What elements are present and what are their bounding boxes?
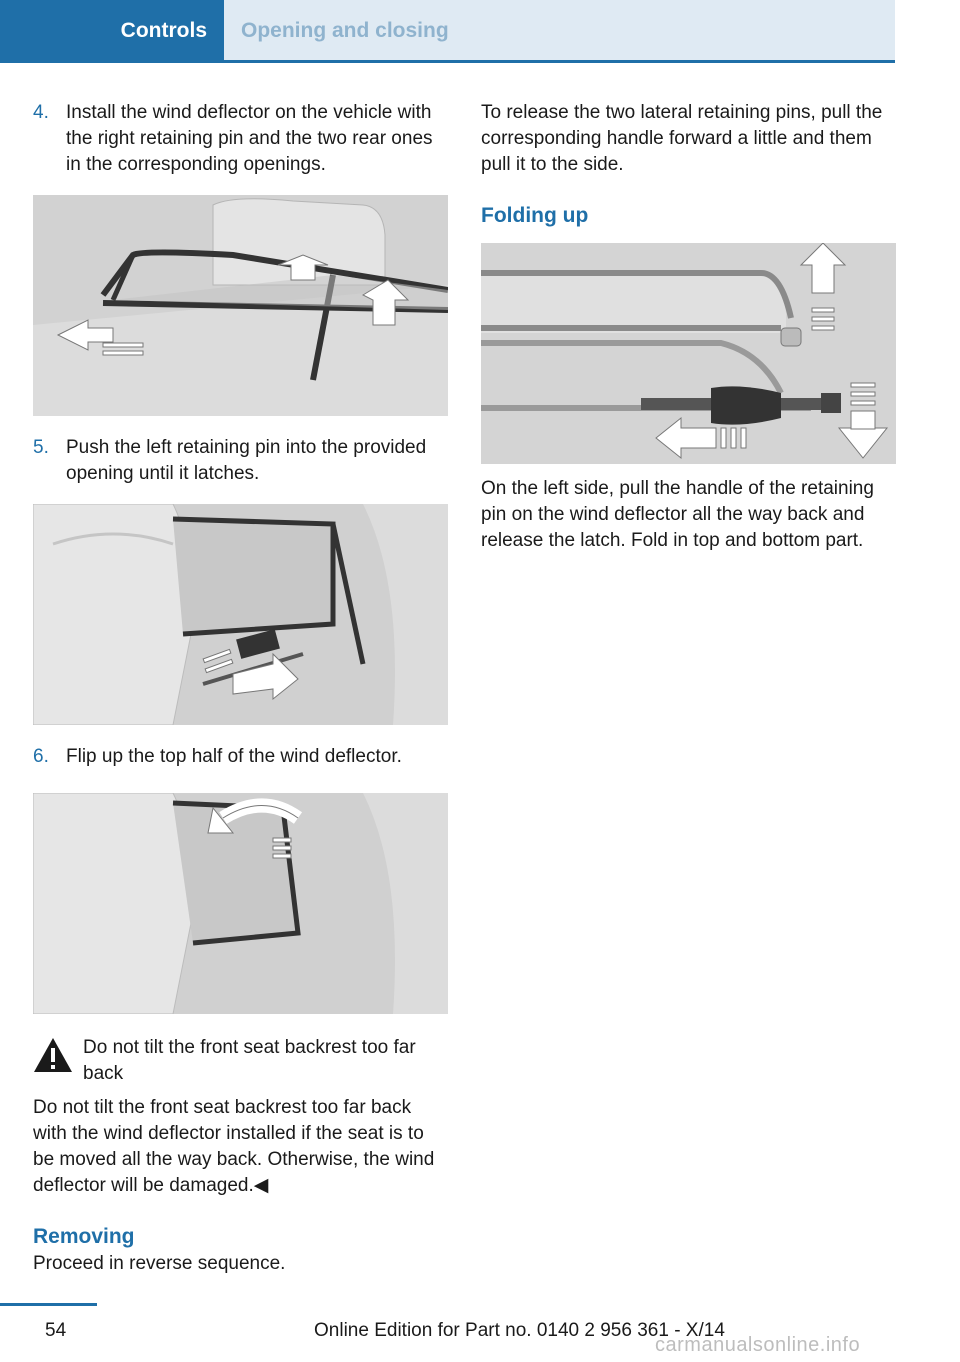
step-5 [33, 435, 448, 487]
step-number: 4. [33, 102, 49, 123]
illustration-flip-up-deflector [33, 793, 448, 1014]
illustration-install-deflector [33, 195, 448, 416]
figure-folding-up [481, 243, 896, 464]
figure-flip-up-deflector [33, 793, 448, 1014]
removing-text: Proceed in reverse sequence. [33, 1253, 286, 1274]
step-number: 6. [33, 746, 49, 767]
heading-folding-up: Folding up [481, 204, 589, 227]
header-underline [0, 60, 895, 63]
warning-block [33, 1035, 448, 1087]
warning-triangle-icon [33, 1037, 73, 1073]
illustration-folding-up [481, 243, 896, 464]
left-column [33, 100, 448, 1277]
step-number: 5. [33, 437, 49, 458]
footer-edition: Online Edition for Part no. 0140 2 956 361 - X/14 [314, 1320, 725, 1341]
heading-removing: Removing [33, 1225, 135, 1248]
header-subsection: Opening and closing [224, 0, 895, 62]
right-column [481, 100, 896, 554]
illustration-push-left-pin [33, 504, 448, 725]
figure-push-left-pin [33, 504, 448, 725]
warning-title: Do not tilt the front seat backrest too far back [83, 1037, 416, 1084]
footer-rule [0, 1303, 97, 1306]
header-section-controls: Controls [0, 0, 224, 62]
step-text: Install the wind deflector on the vehicle with the right retaining pin and the two rear ones in the corresponding openings. [66, 102, 433, 175]
watermark: carmanualsonline.info [655, 1334, 861, 1356]
figure-install-deflector [33, 195, 448, 416]
warning-body: Do not tilt the front seat backrest too far back with the wind deflector installed if the seat is to be moved all the way back. Otherwise, the wind deflector will be damaged.◀ [33, 1097, 435, 1196]
step-text: Flip up the top half of the wind deflector. [66, 746, 402, 767]
page-number: 54 [45, 1320, 67, 1341]
step-4 [33, 100, 448, 178]
step-6 [33, 744, 448, 770]
page-header [0, 0, 895, 62]
release-text: To release the two lateral retaining pins, pull the corresponding handle forward a little and them pull it to the side. [481, 102, 883, 175]
step-text: Push the left retaining pin into the provided opening until it latches. [66, 437, 427, 484]
folding-text: On the left side, pull the handle of the retaining pin on the wind deflector all the way back and release the latch. Fold in top and bottom part. [481, 478, 874, 551]
